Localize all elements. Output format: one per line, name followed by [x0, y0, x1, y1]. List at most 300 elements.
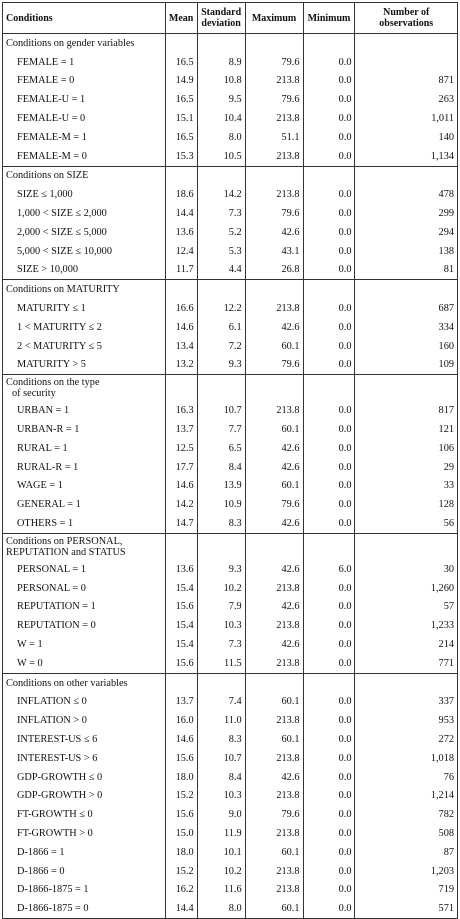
min-cell: 0.0 [303, 261, 355, 280]
sd-cell: 8.4 [197, 768, 245, 787]
table-row [3, 824, 458, 843]
table-row [3, 223, 458, 242]
obs-cell: 1,011 [431, 113, 454, 125]
obs-cell: 871 [438, 75, 454, 87]
condition-label: W = 0 [3, 654, 166, 673]
max-cell: 79.6 [245, 805, 303, 824]
obs-cell: 719 [438, 884, 454, 896]
condition-label: FEMALE-U = 1 [3, 90, 166, 109]
max-cell: 213.8 [245, 824, 303, 843]
header-number-of-observations: Number of observations [355, 3, 458, 34]
sd-cell: 12.2 [197, 299, 245, 318]
sd-cell: 6.5 [197, 439, 245, 458]
sd-cell: 7.9 [197, 598, 245, 617]
min-cell: 0.0 [303, 356, 355, 375]
max-cell: 213.8 [245, 299, 303, 318]
min-cell: 0.0 [303, 899, 355, 918]
sd-cell: 7.2 [197, 337, 245, 356]
table-row [3, 401, 458, 420]
obs-cell: 508 [438, 827, 454, 839]
table-row [3, 843, 458, 862]
header-standard-deviation: Standard deviation [197, 3, 245, 34]
condition-label: SIZE ≤ 1,000 [3, 185, 166, 204]
min-cell: 0.0 [303, 242, 355, 261]
section-title [3, 375, 166, 402]
mean-cell: 13.7 [165, 693, 197, 712]
table-row [3, 768, 458, 787]
min-cell: 0.0 [303, 749, 355, 768]
max-cell: 213.8 [245, 109, 303, 128]
table-row [3, 420, 458, 439]
table-row [3, 299, 458, 318]
table-body [3, 34, 458, 919]
table-row [3, 337, 458, 356]
min-cell: 0.0 [303, 128, 355, 147]
obs-cell: 337 [438, 696, 454, 708]
obs-cell: 771 [438, 657, 454, 669]
min-cell: 0.0 [303, 90, 355, 109]
obs-cell: 140 [438, 131, 454, 143]
sd-cell: 11.6 [197, 880, 245, 899]
min-cell: 0.0 [303, 72, 355, 91]
empty-cell [355, 280, 458, 299]
empty-cell [165, 533, 197, 560]
table-row [3, 899, 458, 918]
empty-cell [303, 166, 355, 185]
sd-cell: 8.3 [197, 730, 245, 749]
obs-cell [355, 53, 458, 72]
empty-cell [355, 166, 458, 185]
sd-cell: 9.5 [197, 90, 245, 109]
min-cell: 0.0 [303, 477, 355, 496]
empty-cell [245, 34, 303, 53]
sd-cell: 14.2 [197, 185, 245, 204]
table-row [3, 356, 458, 375]
max-cell: 79.6 [245, 90, 303, 109]
min-cell: 0.0 [303, 824, 355, 843]
sd-cell: 10.3 [197, 616, 245, 635]
obs-cell: 263 [438, 94, 454, 106]
empty-cell [165, 34, 197, 53]
min-cell: 0.0 [303, 439, 355, 458]
mean-cell: 14.4 [165, 899, 197, 918]
obs-cell: 272 [438, 733, 454, 745]
empty-cell [245, 375, 303, 402]
table-row [3, 616, 458, 635]
table-row [3, 477, 458, 496]
min-cell: 0.0 [303, 805, 355, 824]
mean-cell: 13.6 [165, 223, 197, 242]
max-cell: 60.1 [245, 693, 303, 712]
min-cell: 0.0 [303, 420, 355, 439]
obs-cell: 334 [438, 321, 454, 333]
mean-cell: 15.1 [165, 109, 197, 128]
header-maximum: Maximum [245, 3, 303, 34]
header-minimum: Minimum [303, 3, 355, 34]
mean-cell: 14.4 [165, 204, 197, 223]
table-row [3, 805, 458, 824]
condition-label: PERSONAL = 1 [3, 560, 166, 579]
mean-cell: 15.6 [165, 805, 197, 824]
mean-cell: 15.6 [165, 654, 197, 673]
mean-cell: 13.7 [165, 420, 197, 439]
mean-cell: 16.3 [165, 401, 197, 420]
condition-label: INTEREST-US > 6 [3, 749, 166, 768]
obs-cell: 953 [438, 715, 454, 727]
obs-cell: 87 [443, 846, 454, 858]
empty-cell [165, 375, 197, 402]
section-title-line-2: of security [12, 388, 56, 400]
empty-cell [197, 673, 245, 692]
max-cell: 79.6 [245, 204, 303, 223]
sd-cell: 10.2 [197, 579, 245, 598]
mean-cell: 12.4 [165, 242, 197, 261]
sd-cell: 5.3 [197, 242, 245, 261]
condition-label: 2 < MATURITY ≤ 5 [3, 337, 166, 356]
section-header-row [3, 375, 458, 402]
table-row [3, 53, 458, 72]
min-cell: 0.0 [303, 53, 355, 72]
condition-label: MATURITY > 5 [3, 356, 166, 375]
obs-cell: 782 [438, 809, 454, 821]
max-cell: 42.6 [245, 458, 303, 477]
mean-cell: 14.7 [165, 514, 197, 533]
max-cell: 79.6 [245, 53, 303, 72]
max-cell: 43.1 [245, 242, 303, 261]
min-cell: 0.0 [303, 495, 355, 514]
mean-cell: 16.5 [165, 128, 197, 147]
condition-label: RURAL = 1 [3, 439, 166, 458]
mean-cell: 14.2 [165, 495, 197, 514]
mean-cell: 15.4 [165, 579, 197, 598]
min-cell: 0.0 [303, 654, 355, 673]
mean-cell: 16.5 [165, 90, 197, 109]
table-row [3, 458, 458, 477]
condition-label: 5,000 < SIZE ≤ 10,000 [3, 242, 166, 261]
condition-label: GDP-GROWTH ≤ 0 [3, 768, 166, 787]
max-cell: 213.8 [245, 147, 303, 166]
condition-label: INFLATION ≤ 0 [3, 693, 166, 712]
sd-cell: 10.3 [197, 786, 245, 805]
condition-label: FT-GROWTH ≤ 0 [3, 805, 166, 824]
sd-cell: 11.0 [197, 711, 245, 730]
sd-cell: 7.3 [197, 635, 245, 654]
section-title [3, 533, 166, 560]
sd-cell: 11.9 [197, 824, 245, 843]
sd-cell: 10.2 [197, 862, 245, 881]
max-cell: 213.8 [245, 401, 303, 420]
section-title-line: Conditions on PERSONAL, [6, 535, 123, 547]
empty-cell [245, 166, 303, 185]
table-row [3, 654, 458, 673]
section-title-line: Conditions on SIZE [6, 170, 89, 182]
condition-label: MATURITY ≤ 1 [3, 299, 166, 318]
condition-label: 1 < MATURITY ≤ 2 [3, 318, 166, 337]
header-conditions: Conditions [3, 3, 166, 34]
obs-cell: 294 [438, 226, 454, 238]
empty-cell [303, 533, 355, 560]
min-cell: 6.0 [303, 560, 355, 579]
empty-cell [165, 166, 197, 185]
obs-cell: 1,134 [430, 150, 454, 162]
sd-cell: 11.5 [197, 654, 245, 673]
mean-cell: 15.2 [165, 786, 197, 805]
min-cell: 0.0 [303, 299, 355, 318]
table-row [3, 439, 458, 458]
condition-label: FEMALE-M = 1 [3, 128, 166, 147]
table-row [3, 749, 458, 768]
mean-cell: 14.6 [165, 730, 197, 749]
mean-cell: 16.5 [165, 53, 197, 72]
empty-cell [197, 166, 245, 185]
sd-cell: 4.4 [197, 261, 245, 280]
obs-cell: 1,203 [430, 865, 454, 877]
table-row [3, 693, 458, 712]
condition-label: D-1866-1875 = 1 [3, 880, 166, 899]
sd-cell: 10.5 [197, 147, 245, 166]
max-cell: 213.8 [245, 185, 303, 204]
obs-cell: 138 [438, 245, 454, 257]
condition-label: SIZE > 10,000 [3, 261, 166, 280]
sd-cell: 7.7 [197, 420, 245, 439]
mean-cell: 14.9 [165, 72, 197, 91]
condition-label: GENERAL = 1 [3, 495, 166, 514]
empty-cell [197, 280, 245, 299]
min-cell: 0.0 [303, 693, 355, 712]
mean-cell: 13.4 [165, 337, 197, 356]
condition-label: OTHERS = 1 [3, 514, 166, 533]
summary-statistics-table [2, 2, 458, 919]
sd-cell: 7.4 [197, 693, 245, 712]
condition-label: FEMALE = 0 [3, 72, 166, 91]
table-row [3, 598, 458, 617]
section-header-row [3, 673, 458, 692]
table-row [3, 128, 458, 147]
table-row [3, 185, 458, 204]
empty-cell [355, 375, 458, 402]
empty-cell [197, 375, 245, 402]
mean-cell: 15.6 [165, 749, 197, 768]
obs-cell: 128 [438, 499, 454, 511]
max-cell: 42.6 [245, 768, 303, 787]
empty-cell [303, 375, 355, 402]
empty-cell [303, 280, 355, 299]
obs-cell: 160 [438, 340, 454, 352]
condition-label: FEMALE-M = 0 [3, 147, 166, 166]
obs-cell: 30 [443, 563, 454, 575]
mean-cell: 12.5 [165, 439, 197, 458]
max-cell: 42.6 [245, 560, 303, 579]
max-cell: 42.6 [245, 514, 303, 533]
section-title [3, 673, 166, 692]
empty-cell [303, 673, 355, 692]
section-title-line: Conditions on MATURITY [6, 284, 120, 296]
table-row [3, 579, 458, 598]
table-row [3, 204, 458, 223]
obs-cell: 106 [438, 442, 454, 454]
mean-cell: 16.2 [165, 880, 197, 899]
obs-cell: 57 [443, 601, 454, 613]
max-cell: 42.6 [245, 439, 303, 458]
min-cell: 0.0 [303, 862, 355, 881]
condition-label: INFLATION > 0 [3, 711, 166, 730]
section-title [3, 34, 166, 53]
condition-label: RURAL-R = 1 [3, 458, 166, 477]
max-cell: 213.8 [245, 72, 303, 91]
max-cell: 79.6 [245, 356, 303, 375]
condition-label: URBAN = 1 [3, 401, 166, 420]
condition-label: INTEREST-US ≤ 6 [3, 730, 166, 749]
obs-cell: 1,214 [430, 790, 454, 802]
sd-cell: 8.4 [197, 458, 245, 477]
max-cell: 213.8 [245, 616, 303, 635]
min-cell: 0.0 [303, 711, 355, 730]
obs-cell: 1,233 [430, 620, 454, 632]
max-cell: 213.8 [245, 786, 303, 805]
mean-cell: 16.6 [165, 299, 197, 318]
max-cell: 26.8 [245, 261, 303, 280]
condition-label: REPUTATION = 0 [3, 616, 166, 635]
sd-cell: 8.0 [197, 899, 245, 918]
condition-label: GDP-GROWTH > 0 [3, 786, 166, 805]
max-cell: 213.8 [245, 749, 303, 768]
min-cell: 0.0 [303, 579, 355, 598]
sd-cell: 10.4 [197, 109, 245, 128]
sd-cell: 9.0 [197, 805, 245, 824]
sd-cell: 10.7 [197, 401, 245, 420]
condition-label: 1,000 < SIZE ≤ 2,000 [3, 204, 166, 223]
empty-cell [197, 34, 245, 53]
section-header-row [3, 533, 458, 560]
obs-cell: 214 [438, 639, 454, 650]
mean-cell: 14.6 [165, 477, 197, 496]
condition-label: REPUTATION = 1 [3, 598, 166, 617]
min-cell: 0.0 [303, 337, 355, 356]
sd-cell: 6.1 [197, 318, 245, 337]
condition-label: PERSONAL = 0 [3, 579, 166, 598]
table-row [3, 862, 458, 881]
section-header-row [3, 280, 458, 299]
max-cell: 42.6 [245, 318, 303, 337]
sd-cell: 10.7 [197, 749, 245, 768]
max-cell: 79.6 [245, 495, 303, 514]
table-row [3, 72, 458, 91]
min-cell: 0.0 [303, 204, 355, 223]
mean-cell: 14.6 [165, 318, 197, 337]
empty-cell [355, 34, 458, 53]
empty-cell [245, 673, 303, 692]
mean-cell: 13.6 [165, 560, 197, 579]
sd-cell: 7.3 [197, 204, 245, 223]
max-cell: 42.6 [245, 635, 303, 654]
section-title [3, 166, 166, 185]
max-cell: 60.1 [245, 843, 303, 862]
section-title [3, 280, 166, 299]
max-cell: 60.1 [245, 420, 303, 439]
max-cell: 60.1 [245, 730, 303, 749]
mean-cell: 17.7 [165, 458, 197, 477]
table-row [3, 786, 458, 805]
obs-cell: 109 [438, 359, 454, 371]
empty-cell [197, 533, 245, 560]
sd-cell: 8.9 [197, 53, 245, 72]
max-cell: 60.1 [245, 477, 303, 496]
sd-cell: 10.8 [197, 72, 245, 91]
sd-cell: 10.9 [197, 495, 245, 514]
max-cell: 42.6 [245, 598, 303, 617]
condition-label: D-1866-1875 = 0 [3, 899, 166, 918]
mean-cell: 15.0 [165, 824, 197, 843]
min-cell: 0.0 [303, 185, 355, 204]
min-cell: 0.0 [303, 109, 355, 128]
table-row [3, 147, 458, 166]
section-header-row [3, 166, 458, 185]
max-cell: 51.1 [245, 128, 303, 147]
obs-cell: 1,018 [430, 752, 454, 764]
min-cell: 0.0 [303, 514, 355, 533]
obs-cell: 56 [443, 518, 454, 530]
mean-cell: 15.6 [165, 598, 197, 617]
empty-cell [245, 280, 303, 299]
condition-label: FEMALE-U = 0 [3, 109, 166, 128]
min-cell: 0.0 [303, 635, 355, 654]
condition-label: FT-GROWTH > 0 [3, 824, 166, 843]
max-cell: 213.8 [245, 711, 303, 730]
max-cell: 42.6 [245, 223, 303, 242]
obs-cell: 76 [443, 771, 454, 783]
mean-cell: 11.7 [165, 261, 197, 280]
sd-cell: 10.1 [197, 843, 245, 862]
table-row [3, 711, 458, 730]
min-cell: 0.0 [303, 401, 355, 420]
condition-label: WAGE = 1 [3, 477, 166, 496]
mean-cell: 15.4 [165, 616, 197, 635]
empty-cell [355, 673, 458, 692]
sd-cell: 8.3 [197, 514, 245, 533]
section-title-line-2: REPUTATION and STATUS [6, 546, 126, 558]
min-cell: 0.0 [303, 223, 355, 242]
section-title-line: Conditions on the type [6, 377, 100, 389]
table-row [3, 635, 458, 654]
section-header-row [3, 34, 458, 53]
table-row [3, 109, 458, 128]
max-cell: 213.8 [245, 579, 303, 598]
table-row [3, 242, 458, 261]
empty-cell [245, 533, 303, 560]
empty-cell [165, 673, 197, 692]
table-row [3, 495, 458, 514]
table-row [3, 730, 458, 749]
section-title-line: Conditions on other variables [6, 677, 128, 689]
obs-cell: 299 [438, 208, 454, 220]
max-cell: 213.8 [245, 862, 303, 881]
condition-label: D-1866 = 0 [3, 862, 166, 881]
mean-cell: 16.0 [165, 711, 197, 730]
min-cell: 0.0 [303, 880, 355, 899]
min-cell: 0.0 [303, 786, 355, 805]
condition-label: W = 1 [3, 635, 166, 654]
table-row [3, 514, 458, 533]
sd-cell: 13.9 [197, 477, 245, 496]
header-row [3, 3, 458, 34]
max-cell: 60.1 [245, 899, 303, 918]
min-cell: 0.0 [303, 843, 355, 862]
min-cell: 0.0 [303, 768, 355, 787]
sd-cell: 9.3 [197, 356, 245, 375]
obs-cell: 478 [438, 189, 454, 201]
empty-cell [303, 34, 355, 53]
table-row [3, 318, 458, 337]
